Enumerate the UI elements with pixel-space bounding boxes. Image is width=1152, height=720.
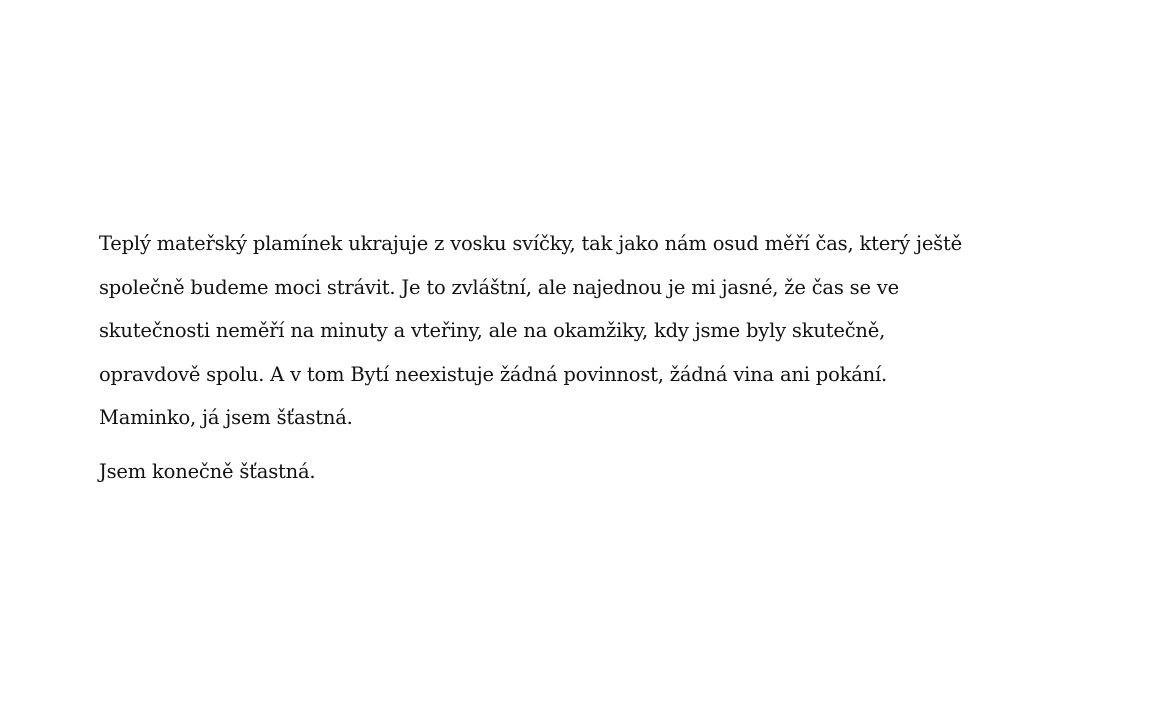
paragraph-1-line-3: skutečnosti neměří na minuty a vteřiny, ale na okamžiky, kdy jsme byly skutečně,: [99, 319, 886, 342]
paragraph-1: [99, 226, 1084, 400]
paragraph-1-line-1: Teplý mateřský plamínek ukrajuje z vosku svíčky, tak jako nám osud měří čas, který ještě: [99, 232, 962, 255]
paragraph-3: Jsem konečně šťastná.: [99, 460, 316, 483]
paragraph-1-line-2: společně budeme moci strávit. Je to zvláštní, ale najednou je mi jasné, že čas se ve: [99, 275, 899, 299]
paragraph-1-line-4: opravdově spolu. A v tom Bytí neexistuje žádná povinnost, žádná vina ani pokání.: [99, 362, 888, 386]
paragraph-2: Maminko, já jsem šťastná.: [99, 406, 353, 429]
document-body: [99, 226, 1084, 498]
